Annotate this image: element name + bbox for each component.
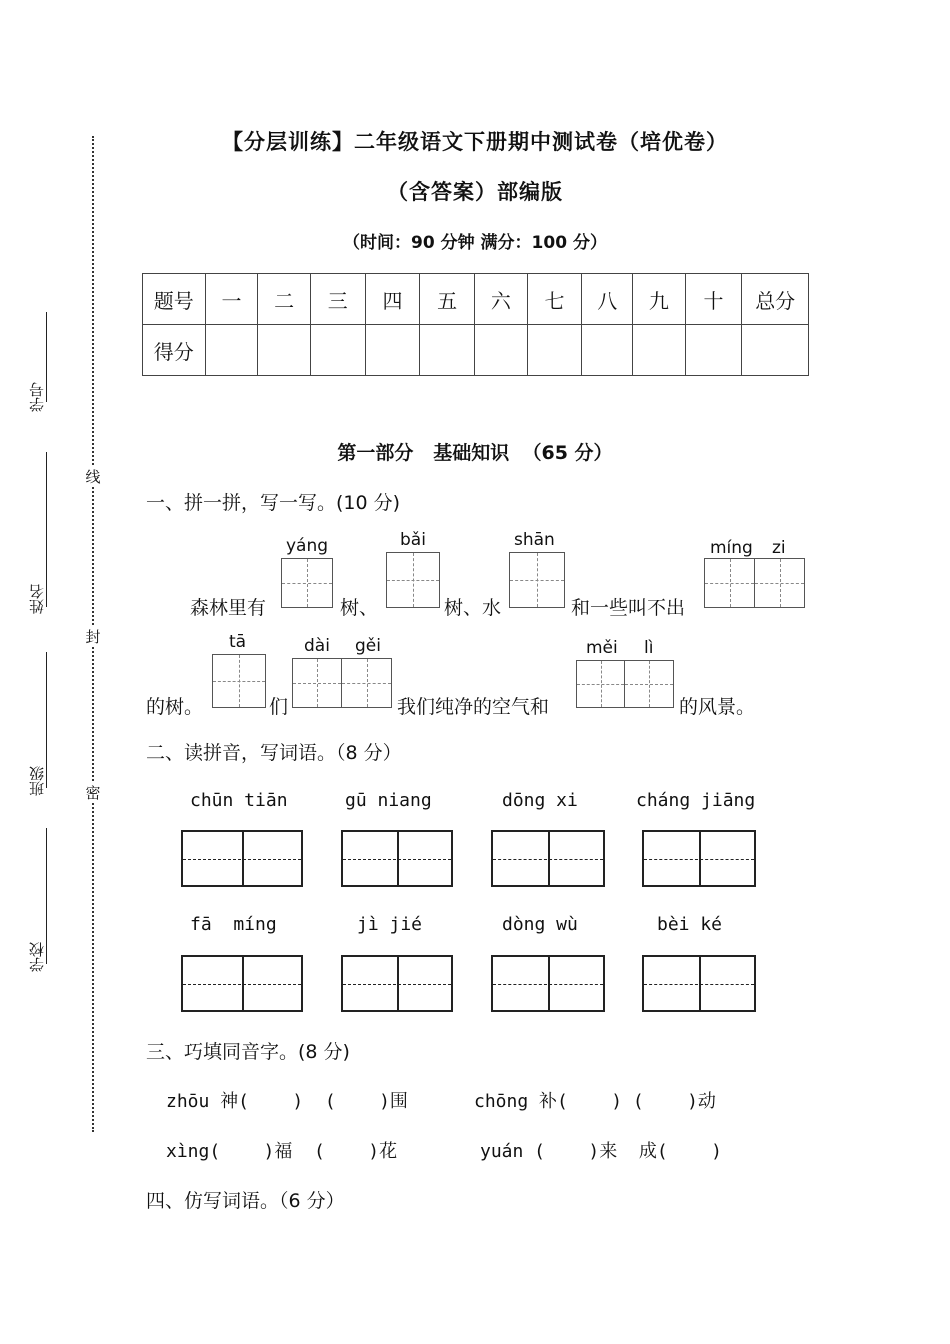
q1-text: 我们纯净的空气和	[397, 696, 550, 718]
q3-line: yuán ( )来 成( )	[480, 1141, 722, 1162]
table-cell: 九	[633, 274, 686, 325]
q1-text: 树、	[340, 597, 379, 619]
tianzige-box[interactable]	[576, 660, 625, 708]
q2-heading: 二、读拼音，写词语。（8 分）	[146, 742, 402, 764]
tianzige-box[interactable]	[386, 552, 440, 608]
pinyin-label: bèi ké	[657, 914, 723, 935]
q3-heading: 三、巧填同音字。(8 分)	[146, 1041, 350, 1063]
score-cell[interactable]	[474, 325, 527, 376]
table-cell: 题号	[143, 274, 206, 325]
score-table-score-row	[143, 325, 809, 376]
class-field[interactable]	[26, 652, 54, 796]
q1-text: 树、水	[444, 597, 502, 619]
table-cell: 六	[474, 274, 527, 325]
pinyin-label: tā	[229, 632, 247, 652]
tianzige-box[interactable]	[509, 552, 565, 608]
student-id-field[interactable]	[26, 312, 54, 412]
score-cell[interactable]	[582, 325, 633, 376]
pinyin-label: shān	[514, 530, 555, 550]
score-table	[142, 273, 809, 376]
score-cell[interactable]	[420, 325, 475, 376]
pinyin-label: měi	[586, 638, 618, 658]
seal-char-xian: 线	[85, 468, 101, 486]
table-cell: 二	[258, 274, 311, 325]
table-cell: 七	[527, 274, 582, 325]
word-writing-box[interactable]	[491, 955, 605, 1012]
q1-heading: 一、拼一拼，写一写。(10 分)	[146, 492, 401, 514]
pinyin-label: bǎi	[400, 530, 426, 550]
q1-text: 的风景。	[679, 696, 756, 718]
score-cell[interactable]	[365, 325, 420, 376]
pinyin-label: dài	[304, 636, 330, 656]
table-cell: 四	[365, 274, 420, 325]
score-cell[interactable]	[685, 325, 742, 376]
table-cell: 一	[205, 274, 258, 325]
word-writing-box[interactable]	[181, 955, 303, 1012]
time-info: （时间：90 分钟 满分：100 分）	[343, 233, 607, 253]
pinyin-label: zi	[772, 538, 786, 558]
q3-line: zhōu 神( ) ( )围	[166, 1091, 408, 1112]
seal-char-feng: 封	[85, 628, 101, 646]
score-cell[interactable]	[258, 325, 311, 376]
student-name-label: 姓名	[28, 584, 46, 614]
q1-text: 森林里有	[190, 597, 267, 619]
q3-line: chōng 补( ) ( )动	[474, 1091, 716, 1112]
pinyin-label: cháng jiāng	[636, 790, 756, 811]
q1-text: 们	[269, 696, 289, 718]
score-cell[interactable]	[527, 325, 582, 376]
pinyin-label: lì	[644, 638, 654, 658]
school-field[interactable]	[26, 828, 54, 972]
pinyin-label: gěi	[355, 636, 381, 656]
seal-char-mi: 密	[85, 784, 101, 802]
pinyin-label: míng	[710, 538, 753, 558]
q4-heading: 四、仿写词语。（6 分）	[146, 1190, 345, 1212]
word-writing-box[interactable]	[642, 830, 756, 887]
table-cell: 总分	[742, 274, 809, 325]
q1-text: 和一些叫不出	[571, 597, 686, 619]
pinyin-label: jì jié	[357, 914, 423, 935]
student-id-label: 学号	[28, 382, 46, 412]
exam-title-line2: （含答案）部编版	[387, 180, 563, 204]
part1-heading: 第一部分 基础知识 （65 分）	[337, 442, 613, 464]
tianzige-box[interactable]	[212, 654, 266, 708]
student-name-field[interactable]	[26, 452, 54, 614]
score-cell[interactable]	[742, 325, 809, 376]
table-cell: 得分	[143, 325, 206, 376]
table-cell: 三	[310, 274, 365, 325]
tianzige-box[interactable]	[281, 558, 333, 608]
tianzige-box[interactable]	[341, 658, 392, 708]
word-writing-box[interactable]	[642, 955, 756, 1012]
q3-line: xìng( )福 ( )花	[166, 1141, 398, 1162]
pinyin-label: dòng wù	[502, 914, 578, 935]
pinyin-label: yáng	[286, 536, 329, 556]
score-cell[interactable]	[633, 325, 686, 376]
table-cell: 八	[582, 274, 633, 325]
word-writing-box[interactable]	[341, 830, 453, 887]
pinyin-label: fā míng	[190, 914, 277, 935]
word-writing-box[interactable]	[491, 830, 605, 887]
pinyin-label: gū niang	[345, 790, 432, 811]
score-table-header-row	[143, 274, 809, 325]
pinyin-label: dōng xi	[502, 790, 578, 811]
pinyin-label: chūn tiān	[190, 790, 288, 811]
score-cell[interactable]	[310, 325, 365, 376]
class-label: 班级	[28, 766, 46, 796]
score-cell[interactable]	[205, 325, 258, 376]
exam-title: 【分层训练】二年级语文下册期中测试卷（培优卷）	[222, 130, 728, 154]
school-label: 学校	[28, 942, 46, 972]
tianzige-box[interactable]	[292, 658, 342, 708]
tianzige-box[interactable]	[704, 558, 755, 608]
tianzige-box[interactable]	[624, 660, 674, 708]
table-cell: 五	[420, 274, 475, 325]
word-writing-box[interactable]	[341, 955, 453, 1012]
word-writing-box[interactable]	[181, 830, 303, 887]
q1-text: 的树。	[146, 696, 204, 718]
tianzige-box[interactable]	[754, 558, 805, 608]
table-cell: 十	[685, 274, 742, 325]
